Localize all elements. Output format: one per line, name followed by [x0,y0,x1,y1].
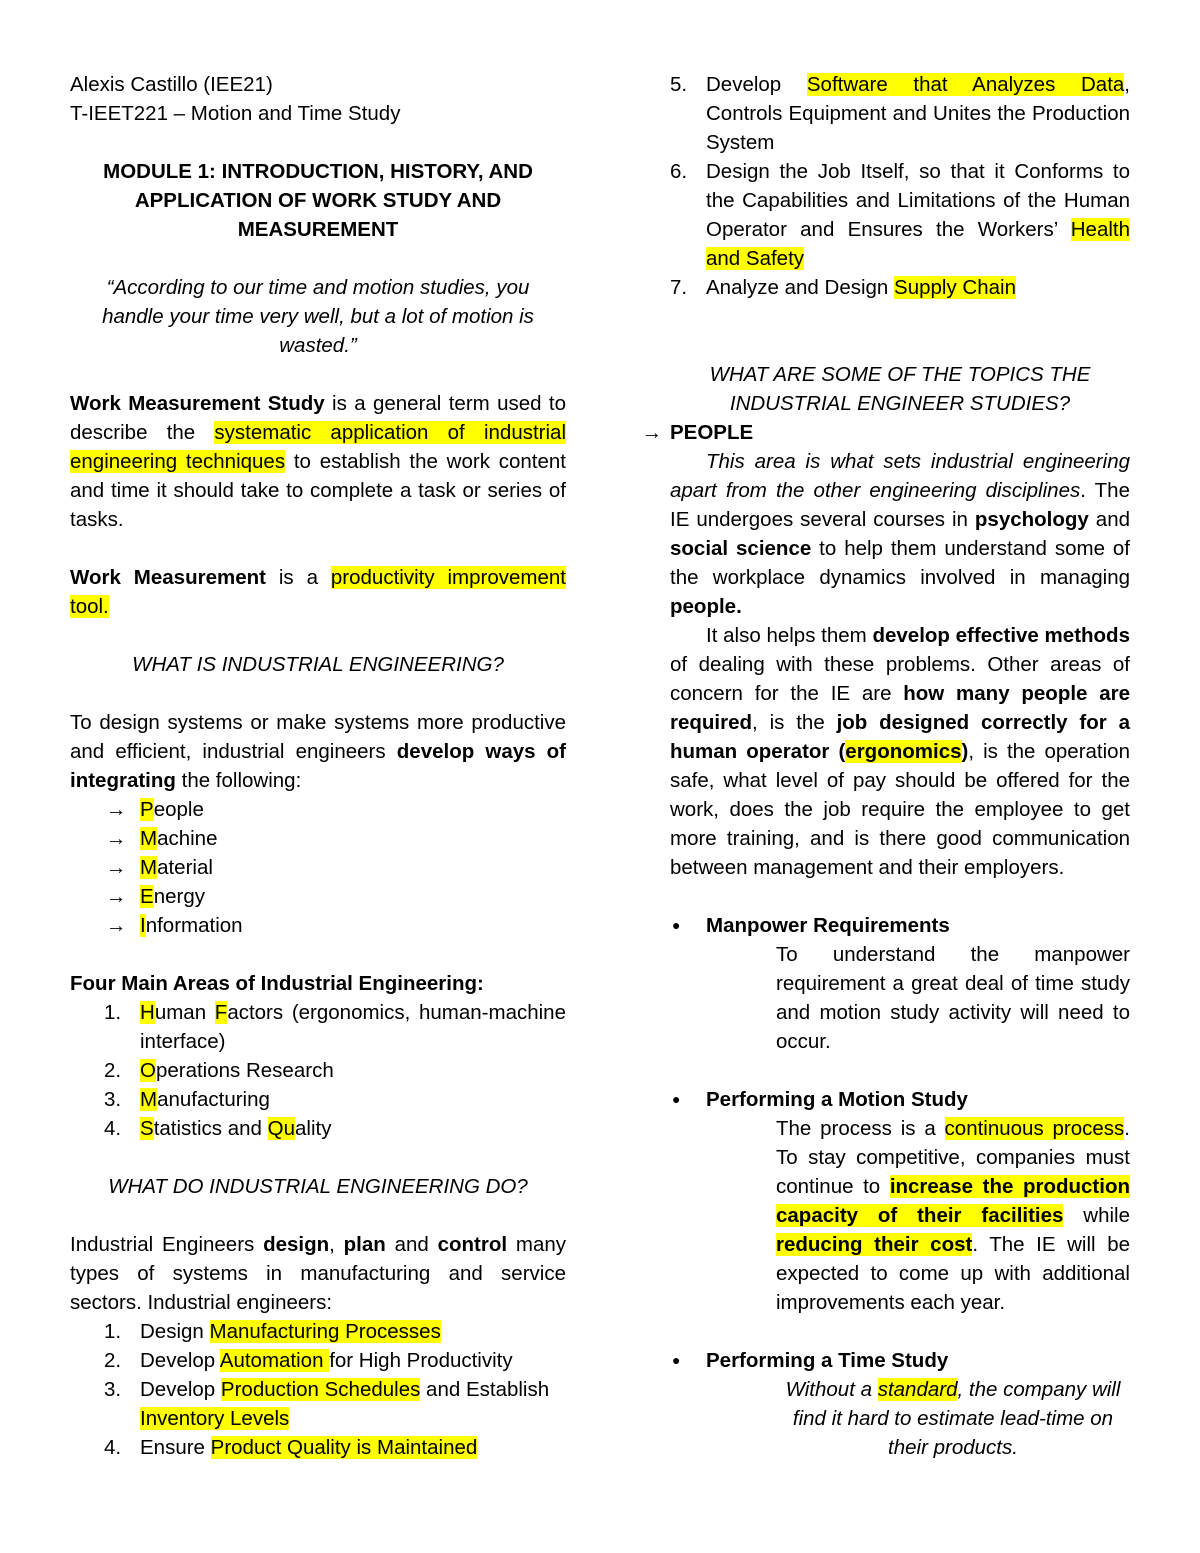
bullet-text: To understand the manpower requirement a great deal of time study and motion study activity will need to occur. [776,943,1130,1053]
arrow-icon: → [106,827,127,850]
list-item: → Material [70,853,566,882]
bullet-text: The process is a continuous process. To stay competitive, companies must continue to increase the production capacity of their facilities while reducing their cost. The IE will be expected to come up with additional improvements each year. [776,1117,1130,1314]
list-item: 7. Analyze and Design Supply Chain [670,276,1016,299]
list-item: → Energy [70,882,566,911]
tasks-list [70,1317,566,1462]
list-item: 3. Manufacturing [104,1088,270,1111]
arrow-icon: → [641,421,663,444]
list-item [670,911,1130,1085]
heading-topics: WHAT ARE SOME OF THE TOPICS THE INDUSTRIAL ENGINEER STUDIES? [709,363,1091,415]
course-line: T-IEET221 – Motion and Time Study [70,102,401,125]
list-item: 2. Operations Research [104,1059,334,1082]
bullet-icon: ● [672,1091,681,1107]
bullet-label: Performing a Motion Study [706,1088,968,1111]
design-paragraph: To design systems or make systems more productive and efficient, industrial engineers develop ways of integrating the following: [70,711,567,792]
list-item: → People [70,795,566,824]
do-paragraph: Industrial Engineers design, plan and control many types of systems in manufacturing and service sectors. Industrial engineers: [70,1233,566,1314]
list-item: → Information [70,911,566,940]
bullet-text: Without a standard, the company will find it hard to estimate lead-time on their products. [785,1378,1121,1459]
list-item: 5. Develop Software that Analyzes Data, Controls Equipment and Unites the Production System [670,73,1130,154]
list-item: 4. Statistics and Quality [104,1117,332,1140]
list-item [670,1085,1130,1346]
people-paragraph-1: This area is what sets industrial engineering apart from the other engineering disciplines. The IE undergoes several courses in psychology and social science to help them understand some of the workplace dynamics involved in managing people. [670,450,1130,618]
left-column [70,70,566,1462]
list-item [670,1346,1130,1462]
people-paragraph-2: It also helps them develop effective methods of dealing with these problems. Other areas of concern for the IE are how many people are required, is the job designed correctly for a human operator (ergonomics), is the operation safe, what level of pay should be offered for the work, does the job require the employee to get more training, and is there good communication between management and their employers. [670,624,1130,879]
list-item: 3. Develop Production Schedules and Establish Inventory Levels [104,1378,550,1430]
highlight: productivity improvement tool. [70,566,566,618]
areas-list [70,998,566,1143]
list-item: → Machine [70,824,566,853]
arrow-icon: → [106,856,127,879]
heading-what-is-ie: WHAT IS INDUSTRIAL ENGINEERING? [132,653,504,676]
list-item: 2. Develop Automation for High Productivity [104,1349,513,1372]
list-item: 4. Ensure Product Quality is Maintained [104,1436,478,1459]
heading-what-do-ie-do: WHAT DO INDUSTRIAL ENGINEERING DO? [108,1175,528,1198]
work-measurement-study-definition: Work Measurement Study is a general term used to describe the systematic application of industrial engineering techniques to establish the work content and time it should take to complete a task or series of tasks. [70,392,566,531]
four-areas-heading: Four Main Areas of Industrial Engineering: [70,972,484,995]
work-measurement-definition: Work Measurement is a productivity improvement tool. [70,566,566,618]
bullet-label: Performing a Time Study [706,1349,949,1372]
people-heading: → PEOPLE [634,418,1130,447]
tasks-list-continued [670,70,1130,302]
list-item: 1. Human Factors (ergonomics, human-machine interface) [104,1001,566,1053]
topics-bullet-list [670,911,1130,1462]
list-item: 6. Design the Job Itself, so that it Conforms to the Capabilities and Limitations of the Human Operator and Ensures the Workers’ Health and Safety [670,160,1130,270]
bullet-label: Manpower Requirements [706,914,950,937]
list-item: 1. Design Manufacturing Processes [104,1320,441,1343]
author-line: Alexis Castillo (IEE21) [70,73,273,96]
module-title: MODULE 1: INTRODUCTION, HISTORY, AND APPLICATION OF WORK STUDY AND MEASUREMENT [103,160,533,241]
quote: “According to our time and motion studies, you handle your time very well, but a lot of motion is wasted.” [102,276,534,357]
highlight: systematic application of industrial engineering techniques [70,421,566,473]
bullet-icon: ● [672,917,681,933]
right-column [641,70,1130,1462]
arrow-icon: → [106,798,127,821]
arrow-icon: → [106,914,127,937]
integration-list [70,795,566,940]
bullet-icon: ● [672,1352,681,1368]
arrow-icon: → [106,885,127,908]
